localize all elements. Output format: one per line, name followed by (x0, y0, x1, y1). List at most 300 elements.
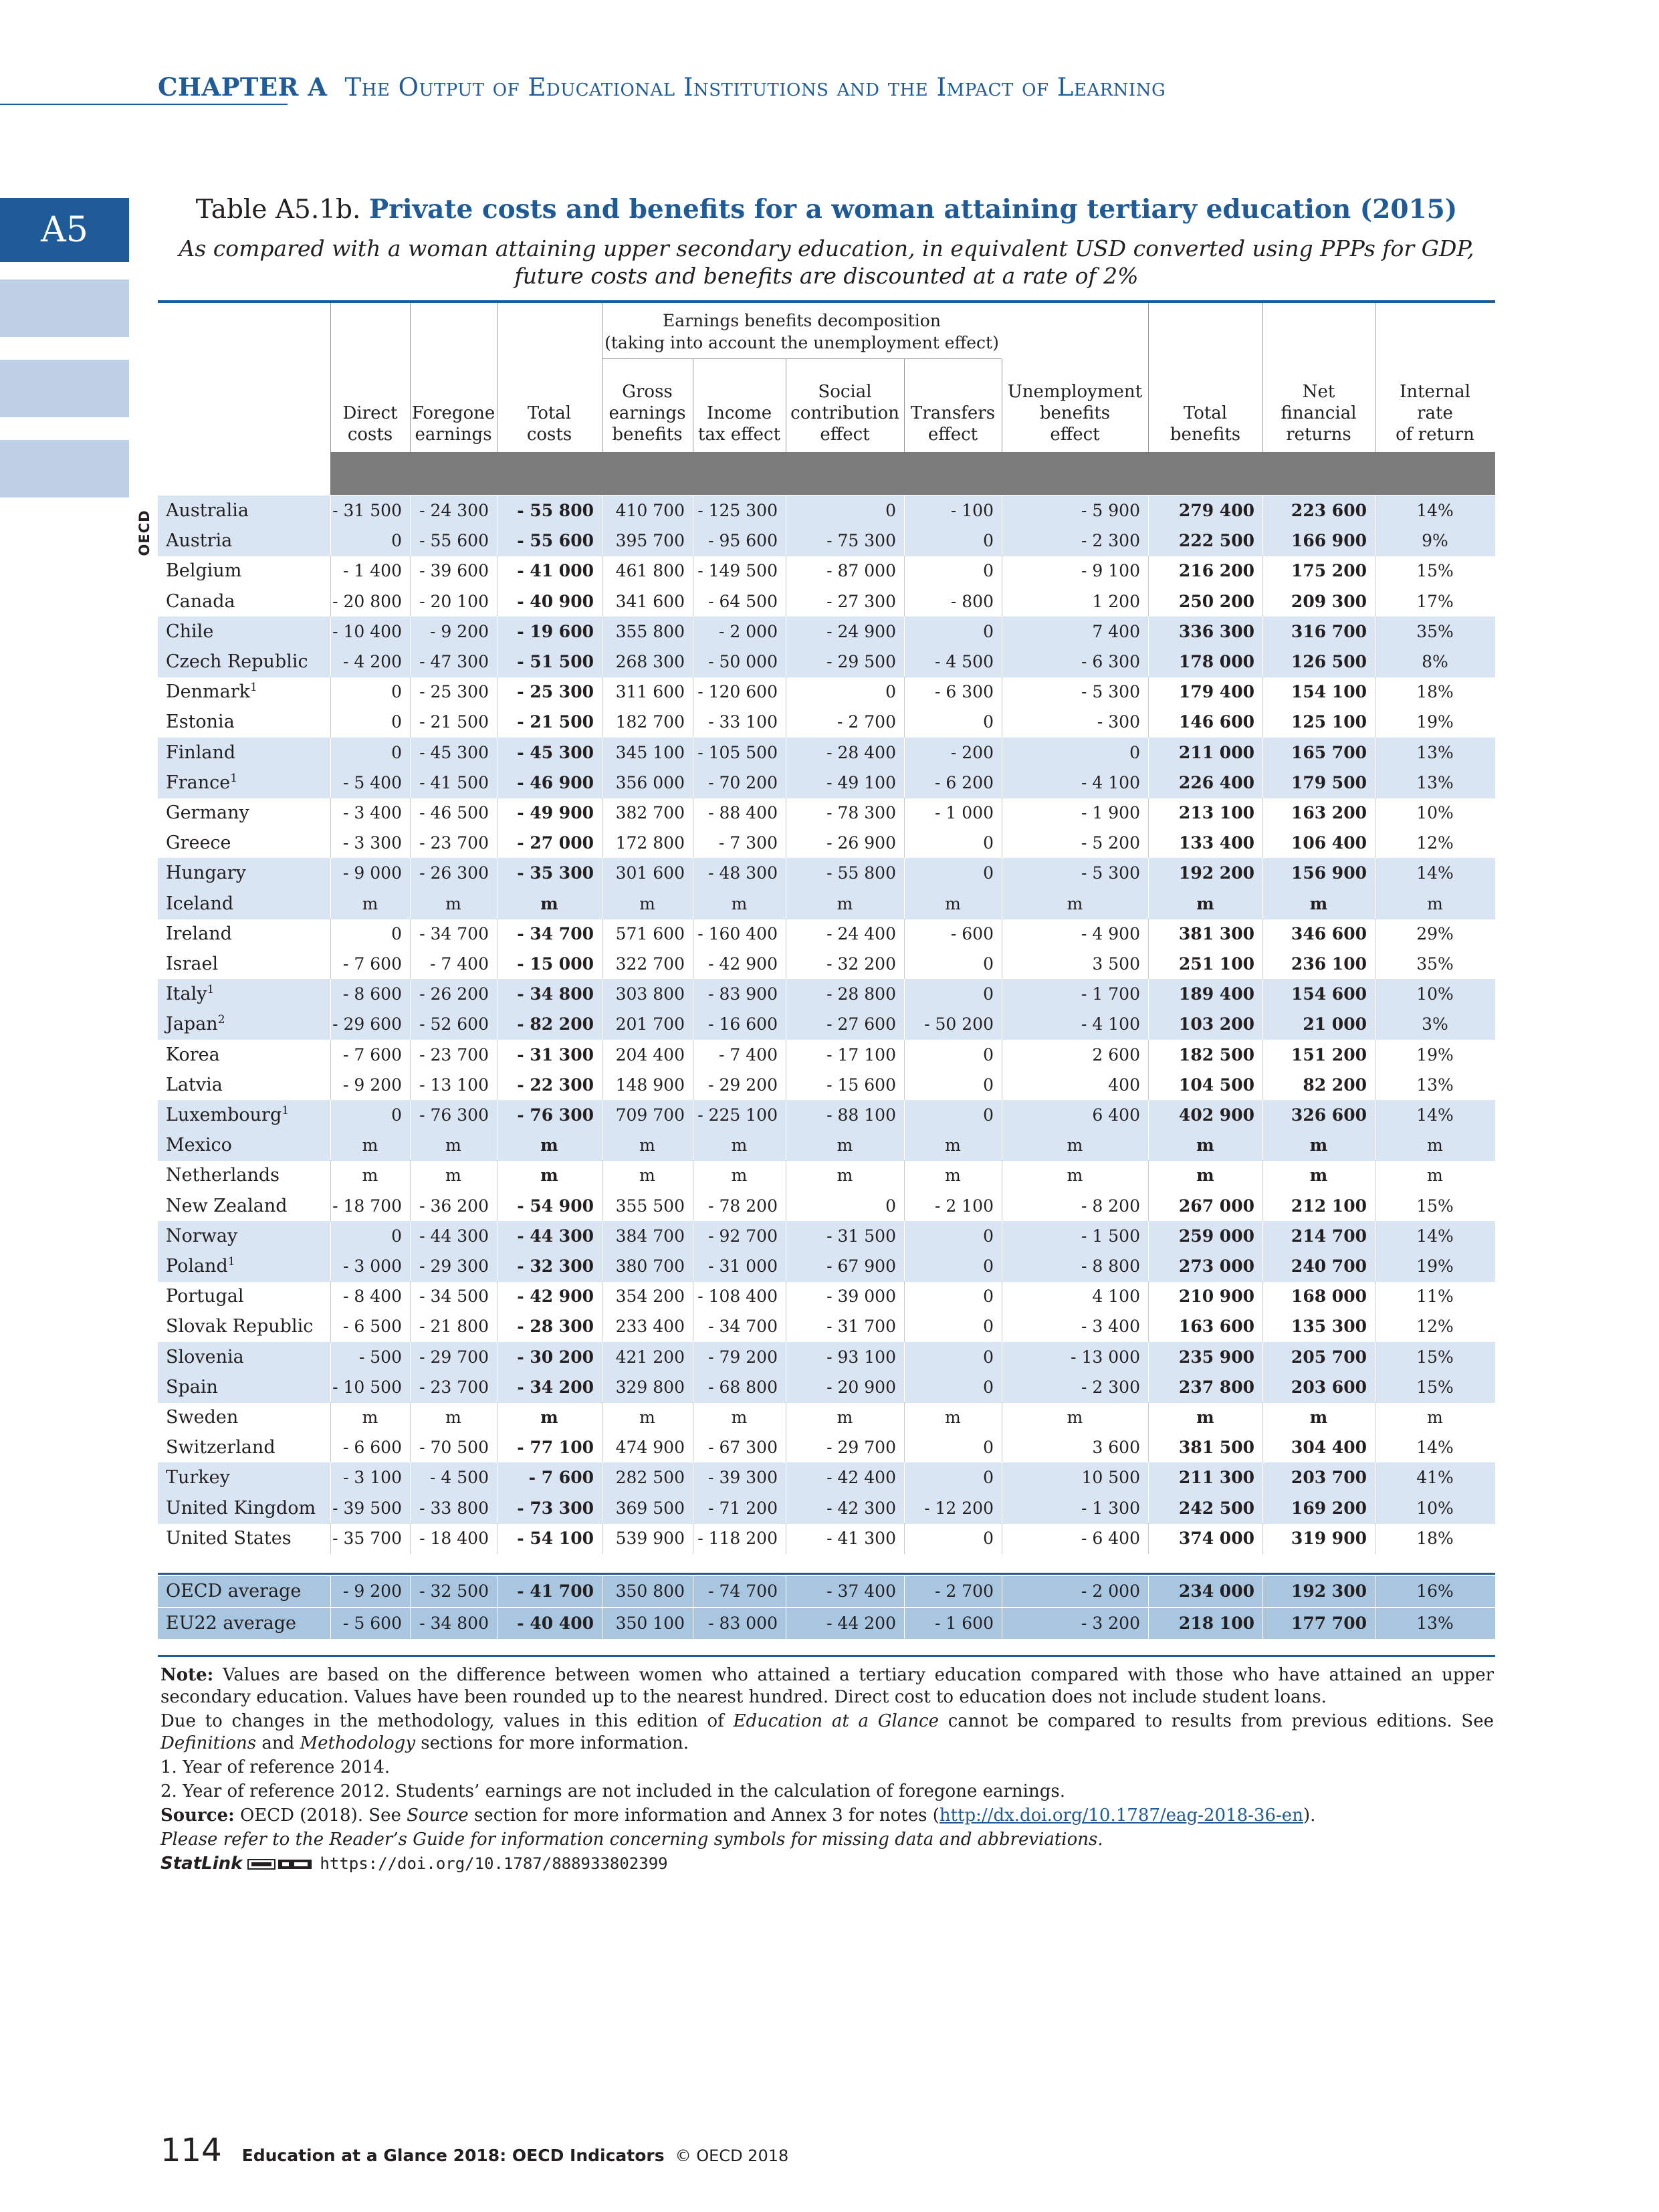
table-cell: - 800 (950, 592, 994, 611)
table-cell: 156 900 (1291, 863, 1367, 883)
cell-divider (410, 1402, 411, 1433)
table-cell: - 20 900 (826, 1377, 896, 1397)
table-cell: 356 000 (615, 773, 685, 792)
table-cell: 0 (983, 1287, 994, 1306)
cell-divider (904, 858, 905, 889)
table-cell: 304 400 (1291, 1438, 1367, 1457)
cell-divider (410, 1523, 411, 1554)
country-name: OECD average (166, 1581, 302, 1601)
table-cell: - 4 100 (1081, 773, 1140, 792)
table-cell: m (1309, 1408, 1328, 1427)
table-cell: 267 000 (1178, 1196, 1254, 1216)
table-cell: 0 (983, 561, 994, 580)
cell-divider (410, 1100, 411, 1131)
table-notes (160, 1664, 1494, 1877)
table-cell: - 34 700 (419, 924, 489, 944)
table-cell: - 225 100 (697, 1105, 778, 1125)
table-cell: 14% (1416, 501, 1454, 520)
table-cell: 251 100 (1178, 954, 1254, 974)
table-cell: 218 100 (1178, 1614, 1254, 1633)
table-cell: 189 400 (1178, 984, 1254, 1004)
table-cell: - 8 400 (343, 1287, 402, 1306)
table-cell: - 73 300 (517, 1499, 594, 1518)
copyright: © OECD 2018 (675, 2146, 789, 2165)
country-name: Germany (166, 802, 249, 823)
table-cell: m (445, 894, 461, 913)
cell-divider (904, 1493, 905, 1524)
table-cell: - 6 300 (935, 682, 994, 701)
table-cell: - 27 600 (826, 1014, 896, 1034)
table-row (158, 1040, 1495, 1071)
table-cell: 0 (983, 622, 994, 641)
table-cell: - 42 900 (517, 1287, 594, 1306)
table-cell: m (1196, 1135, 1214, 1155)
cell-divider (410, 647, 411, 677)
table-cell: - 50 000 (708, 652, 778, 671)
cell-divider (1262, 1493, 1263, 1524)
table-cell: - 19 600 (517, 622, 594, 641)
table-cell: - 44 300 (517, 1226, 594, 1246)
cell-divider (330, 1070, 331, 1101)
table-row (158, 798, 1495, 828)
cell-divider (330, 1493, 331, 1524)
cell-divider (330, 556, 331, 586)
country-name: Austria (166, 530, 233, 551)
country-name: France$^1$ (166, 772, 238, 793)
table-cell: 204 400 (615, 1045, 685, 1065)
cell-divider (1262, 1311, 1263, 1342)
table-cell: - 1 900 (1081, 803, 1140, 822)
cell-divider (1148, 617, 1149, 647)
table-cell: 15% (1416, 1196, 1454, 1216)
table-cell: m (1427, 1408, 1443, 1427)
cell-divider (1262, 707, 1263, 738)
table-cell: 0 (983, 833, 994, 853)
table-cell: - 92 700 (708, 1226, 778, 1246)
cell-divider (410, 1576, 411, 1607)
table-cell: 355 500 (615, 1196, 685, 1216)
table-cell: - 82 200 (517, 1014, 594, 1034)
cell-divider (904, 647, 905, 677)
table-cell: - 34 700 (708, 1317, 778, 1336)
cell-divider (1262, 979, 1263, 1010)
cell-divider (330, 1130, 331, 1161)
table-cell: 211 000 (1178, 743, 1254, 762)
cell-divider (904, 1221, 905, 1252)
table-cell: 571 600 (615, 924, 685, 944)
table-cell: 201 700 (615, 1014, 685, 1034)
cell-divider (330, 1462, 331, 1493)
table-cell: - 78 300 (826, 803, 896, 822)
table-cell: 0 (1129, 743, 1140, 762)
table-cell: 395 700 (615, 531, 685, 550)
table-row (158, 1251, 1495, 1282)
cell-divider (410, 1432, 411, 1463)
table-cell: 322 700 (615, 954, 685, 974)
table-cell: - 47 300 (419, 652, 489, 671)
table-cell: 10% (1416, 1499, 1454, 1518)
table-cell: - 7 400 (430, 954, 489, 974)
table-cell: 3 600 (1092, 1438, 1140, 1457)
table-cell: m (1196, 1166, 1214, 1185)
cell-divider (904, 828, 905, 859)
table-row (158, 617, 1495, 647)
cell-divider (410, 798, 411, 828)
table-row (158, 1221, 1495, 1252)
cell-divider (330, 1281, 331, 1312)
table-cell: 14% (1416, 863, 1454, 883)
table-cell: - 54 100 (517, 1529, 594, 1548)
table-cell: 154 600 (1291, 984, 1367, 1004)
table-cell: 0 (391, 682, 402, 701)
cell-divider (904, 586, 905, 617)
cell-divider (904, 1342, 905, 1373)
table-cell: 0 (391, 924, 402, 944)
table-cell: - 13 100 (419, 1075, 489, 1095)
column-header: Foregone earnings (411, 403, 495, 445)
table-cell: - 4 500 (935, 652, 994, 671)
cell-divider (410, 858, 411, 889)
table-cell: - 3 000 (343, 1256, 402, 1276)
average-row (158, 1576, 1495, 1607)
table-cell: 0 (391, 1226, 402, 1246)
table-cell: - 34 200 (517, 1377, 594, 1397)
table-cell: - 3 200 (1081, 1614, 1140, 1633)
table-cell: 13% (1416, 1075, 1454, 1095)
average-separator (158, 1573, 1495, 1575)
table-row (158, 586, 1495, 617)
table-row (158, 738, 1495, 768)
table-cell: 233 400 (615, 1317, 685, 1336)
table-cell: - 88 100 (826, 1105, 896, 1125)
country-name: Ireland (166, 923, 232, 944)
table-cell: 380 700 (615, 1256, 685, 1276)
table-cell: 172 800 (615, 833, 685, 853)
chapter-title: The Output of Educational Institutions and the Impact of Learning (344, 73, 1166, 102)
table-cell: 316 700 (1291, 622, 1367, 641)
table-cell: - 25 300 (419, 682, 489, 701)
cell-divider (330, 858, 331, 889)
table-cell: - 4 500 (430, 1468, 489, 1487)
table-cell: 135 300 (1291, 1317, 1367, 1336)
table-cell: - 6 400 (1081, 1529, 1140, 1548)
cell-divider (1262, 617, 1263, 647)
cell-divider (904, 1576, 905, 1607)
table-cell: 214 700 (1291, 1226, 1367, 1246)
table-cell: 374 000 (1178, 1529, 1254, 1548)
cell-divider (1262, 1281, 1263, 1312)
table-cell: - 29 200 (708, 1075, 778, 1095)
table-cell: - 46 500 (419, 803, 489, 822)
table-cell: - 9 200 (343, 1581, 402, 1601)
table-cell: - 40 900 (517, 592, 594, 611)
table-cell: - 2 300 (1081, 1377, 1140, 1397)
table-cell: - 15 600 (826, 1075, 896, 1095)
cell-divider (410, 1342, 411, 1373)
table-cell: 168 000 (1291, 1287, 1367, 1306)
table-cell: - 7 400 (719, 1045, 778, 1065)
cell-divider (904, 677, 905, 707)
cell-divider (410, 1191, 411, 1222)
cell-divider (1148, 586, 1149, 617)
table-cell: m (445, 1408, 461, 1427)
table-cell: m (362, 1408, 378, 1427)
table-cell: - 120 600 (697, 682, 778, 701)
cell-divider (1262, 919, 1263, 950)
cell-divider (904, 526, 905, 556)
table-cell: - 42 400 (826, 1468, 896, 1487)
table-cell: 237 800 (1178, 1377, 1254, 1397)
cell-divider (1148, 738, 1149, 768)
cell-divider (904, 798, 905, 828)
table-cell: 178 000 (1178, 652, 1254, 671)
table-cell: 212 100 (1291, 1196, 1367, 1216)
footnote-marker: 2 (217, 1013, 225, 1026)
table-cell: m (540, 1135, 558, 1155)
table-cell: - 2 700 (837, 712, 896, 732)
table-cell: - 8 800 (1081, 1256, 1140, 1276)
page-footer (160, 2132, 788, 2169)
country-name: New Zealand (166, 1196, 288, 1216)
table-cell: - 67 300 (708, 1438, 778, 1457)
table-cell: m (945, 1166, 961, 1185)
country-name: Belgium (166, 560, 242, 581)
cell-divider (1148, 1100, 1149, 1131)
cell-divider (410, 1040, 411, 1071)
footnote-1: 1. Year of reference 2014. (160, 1757, 391, 1777)
table-cell: 4 100 (1092, 1287, 1140, 1306)
table-cell: 15% (1416, 1347, 1454, 1367)
table-cell: - 21 800 (419, 1317, 489, 1336)
table-cell: 216 200 (1178, 561, 1254, 580)
table-cell: - 31 500 (826, 1226, 896, 1246)
cell-divider (904, 1009, 905, 1040)
table-cell: 165 700 (1291, 743, 1367, 762)
table-row (158, 919, 1495, 950)
table-cell: - 160 400 (697, 924, 778, 944)
table-cell: - 44 200 (826, 1614, 896, 1633)
table-cell: 18% (1416, 682, 1454, 701)
country-name: Portugal (166, 1286, 244, 1307)
cell-divider (410, 738, 411, 768)
table-cell: - 31 300 (517, 1045, 594, 1065)
cell-divider (1148, 1432, 1149, 1463)
table-cell: m (639, 894, 655, 913)
table-cell: - 48 300 (708, 863, 778, 883)
cell-divider (904, 495, 905, 526)
table-cell: - 34 800 (517, 984, 594, 1004)
table-row (158, 1523, 1495, 1554)
cell-divider (1148, 919, 1149, 950)
table-cell: m (1067, 1135, 1083, 1155)
cell-divider (904, 1100, 905, 1131)
table-cell: 226 400 (1178, 773, 1254, 792)
country-name: Czech Republic (166, 651, 308, 672)
table-cell: 12% (1416, 1317, 1454, 1336)
table-cell: - 87 000 (826, 561, 896, 580)
table-cell: - 1 500 (1081, 1226, 1140, 1246)
table-cell: 326 600 (1291, 1105, 1367, 1125)
country-name: Korea (166, 1044, 220, 1065)
table-cell: - 35 700 (332, 1529, 402, 1548)
table-cell: 381 500 (1178, 1438, 1254, 1457)
country-name: Sweden (166, 1407, 239, 1428)
table-cell: - 2 000 (719, 622, 778, 641)
table-row (158, 677, 1495, 707)
source-link[interactable]: http://dx.doi.org/10.1787/eag-2018-36-en (939, 1805, 1303, 1826)
cell-divider (410, 617, 411, 647)
table-cell: - 93 100 (826, 1347, 896, 1367)
table-cell: - 8 600 (343, 984, 402, 1004)
table-row (158, 1311, 1495, 1342)
cell-divider (1148, 1130, 1149, 1161)
table-cell: m (1427, 1135, 1443, 1155)
country-name: Netherlands (166, 1165, 280, 1186)
cell-divider (1148, 677, 1149, 707)
table-row (158, 979, 1495, 1010)
table-cell: - 28 300 (517, 1317, 594, 1336)
table-row (158, 1070, 1495, 1101)
table-cell: - 41 000 (517, 561, 594, 580)
table-cell: m (540, 894, 558, 913)
cell-divider (330, 1402, 331, 1433)
table-cell: 19% (1416, 712, 1454, 732)
table-cell: 382 700 (615, 803, 685, 822)
table-cell: - 55 600 (419, 531, 489, 550)
cell-divider (330, 1311, 331, 1342)
table-cell: - 23 700 (419, 833, 489, 853)
table-cell: - 76 300 (419, 1105, 489, 1125)
table-cell: - 2 100 (935, 1196, 994, 1216)
table-cell: 0 (885, 1196, 896, 1216)
table-cell: - 28 400 (826, 743, 896, 762)
footnote-marker: 1 (249, 681, 257, 694)
table-cell: 381 300 (1178, 924, 1254, 944)
table-cell: 345 100 (615, 743, 685, 762)
table-cell: 3% (1422, 1014, 1448, 1034)
country-name: Iceland (166, 893, 234, 914)
table-cell: - 3 100 (343, 1468, 402, 1487)
table-cell: - 8 200 (1081, 1196, 1140, 1216)
table-cell: - 5 400 (343, 773, 402, 792)
note: Note: Values are based on the difference between women who attained a tertiary education compared with those who have attained an upper secondary education. Values have been rounded up to the nearest hundred. Direct cost to education does not include student loans. (160, 1665, 1495, 1707)
table-cell: - 42 300 (826, 1499, 896, 1518)
cell-divider (410, 1493, 411, 1524)
table-subtitle-line2: future costs and benefits are discounted at a rate of 2% (514, 263, 1139, 289)
cell-divider (410, 919, 411, 950)
cell-divider (1148, 526, 1149, 556)
statlink-url[interactable]: https://doi.org/10.1787/888933802399 (320, 1854, 668, 1873)
table-cell: m (362, 1166, 378, 1185)
cell-divider (1262, 768, 1263, 798)
table-cell: 0 (885, 682, 896, 701)
table-cell: 19% (1416, 1256, 1454, 1276)
cell-divider (1262, 1576, 1263, 1607)
table-cell: 106 400 (1291, 833, 1367, 853)
column-header: Transfers effect (910, 403, 996, 445)
cell-divider (410, 1608, 411, 1639)
table-cell: 6 400 (1092, 1105, 1140, 1125)
table-cell: m (1067, 1408, 1083, 1427)
table-cell: - 50 200 (924, 1014, 994, 1034)
table-cell: - 500 (358, 1347, 402, 1367)
table-cell: 15% (1416, 1377, 1454, 1397)
column-id-band (330, 452, 1495, 495)
cell-divider (1262, 526, 1263, 556)
table-cell: 12% (1416, 833, 1454, 853)
table-cell: 10% (1416, 803, 1454, 822)
cell-divider (410, 979, 411, 1010)
table-cell: 179 400 (1178, 682, 1254, 701)
cell-divider (330, 738, 331, 768)
table-cell: 0 (983, 1468, 994, 1487)
table-cell: - 5 900 (1081, 501, 1140, 520)
table-cell: m (837, 1135, 853, 1155)
table-cell: m (1196, 894, 1214, 913)
table-cell: 21 000 (1303, 1014, 1367, 1034)
cell-divider (1262, 1100, 1263, 1131)
table-cell: m (731, 1408, 748, 1427)
table-bottom-rule (158, 1655, 1495, 1657)
table-cell: m (945, 894, 961, 913)
side-box (0, 280, 129, 337)
table-cell: - 22 300 (517, 1075, 594, 1095)
average-row (158, 1608, 1495, 1639)
table-cell: m (1309, 894, 1328, 913)
footnote-marker: 1 (282, 1104, 290, 1117)
table-cell: 10% (1416, 984, 1454, 1004)
table-cell: 14% (1416, 1226, 1454, 1246)
table-cell: 0 (391, 712, 402, 732)
table-cell: - 55 800 (826, 863, 896, 883)
cell-divider (1148, 1221, 1149, 1252)
cell-divider (1148, 707, 1149, 738)
cell-divider (1262, 1040, 1263, 1071)
table-cell: - 24 900 (826, 622, 896, 641)
country-name: Chile (166, 621, 214, 642)
country-name: Switzerland (166, 1437, 275, 1458)
table-cell: - 105 500 (697, 743, 778, 762)
table-cell: - 46 900 (517, 773, 594, 792)
cell-divider (410, 1281, 411, 1312)
table-cell: 0 (983, 1075, 994, 1095)
cell-divider (904, 1608, 905, 1639)
table-cell: 400 (1108, 1075, 1140, 1095)
column-header: Unemployment benefits effect (1007, 382, 1143, 445)
table-cell: 125 100 (1291, 712, 1367, 732)
table-cell: 273 000 (1178, 1256, 1254, 1276)
table-cell: 177 700 (1291, 1614, 1367, 1633)
table-cell: 0 (983, 1377, 994, 1397)
cell-divider (1148, 1009, 1149, 1040)
table-row (158, 1191, 1495, 1222)
table-cell: 539 900 (615, 1529, 685, 1548)
table-cell: - 76 300 (517, 1105, 594, 1125)
cell-divider (904, 707, 905, 738)
table-row (158, 1402, 1495, 1433)
earnings-decomposition-label: Earnings benefits decomposition (taking into account the unemployment effect) (604, 311, 999, 352)
cell-divider (1148, 1160, 1149, 1191)
table-cell: m (362, 1135, 378, 1155)
table-cell: - 33 800 (419, 1499, 489, 1518)
table-cell: - 68 800 (708, 1377, 778, 1397)
cell-divider (410, 707, 411, 738)
table-cell: m (1427, 894, 1443, 913)
cell-divider (904, 1191, 905, 1222)
table-cell: - 3 400 (1081, 1317, 1140, 1336)
table-cell: 19% (1416, 1045, 1454, 1065)
table-cell: m (1309, 1135, 1328, 1155)
